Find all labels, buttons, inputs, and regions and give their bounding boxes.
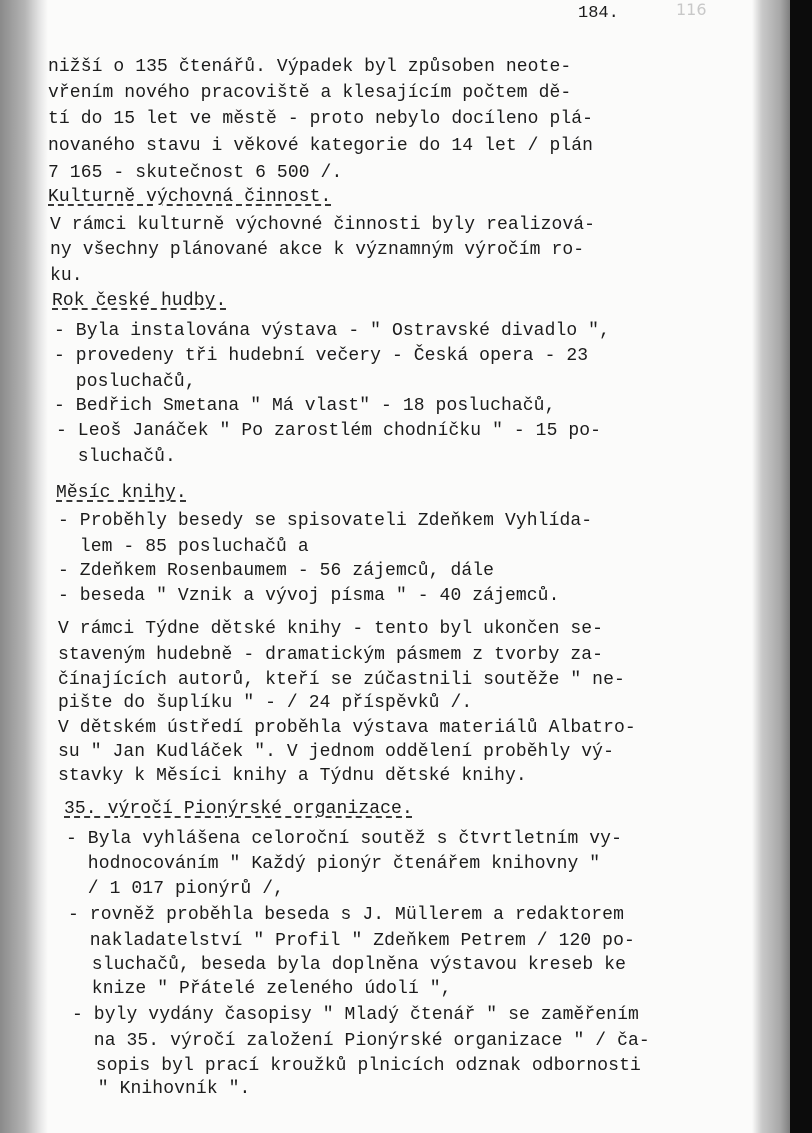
text-line: staveným hudebně - dramatickým pásmem z tvorby za- [58, 645, 604, 665]
text-line: hodnocováním " Každý pionýr čtenářem knihovny " [66, 854, 601, 874]
text-line: ku. [50, 266, 83, 286]
text-line: - provedeny tři hudební večery - Česká opera - 23 [54, 346, 589, 366]
text-line: posluchačů, [54, 372, 196, 392]
text-line: - Leoš Janáček " Po zarostlém chodníčku " - 15 po- [56, 421, 602, 441]
text-line: / 1 017 pionýrů /, [66, 879, 285, 899]
section-heading: 35. výročí Pionýrské organizace. [64, 799, 413, 819]
text-line: su " Jan Kudláček ". V jednom oddělení proběhly vý- [58, 742, 614, 762]
text-line: V rámci Týdne dětské knihy - tento byl ukončen se- [58, 619, 604, 639]
text-line: tí do 15 let ve městě - proto nebylo docíleno plá- [48, 109, 594, 129]
section-heading: Kulturně výchovná činnost. [48, 187, 332, 207]
text-line: - Bedřich Smetana " Má vlast" - 18 posluchačů, [54, 396, 556, 416]
text-line: pište do šuplíku " - / 24 příspěvků /. [58, 693, 473, 713]
text-line: - Byla vyhlášena celoroční soutěž s čtvrtletním vy- [66, 829, 622, 849]
scan-border [790, 0, 812, 1133]
text-line: novaného stavu i věkové kategorie do 14 let / plán [48, 136, 594, 156]
text-line: knize " Přátelé zeleného údolí ", [70, 979, 452, 999]
text-line: - Byla instalována výstava - " Ostravské divadlo ", [54, 321, 610, 341]
text-line: ny všechny plánované akce k významným výročím ro- [50, 240, 585, 260]
scan-left-edge [0, 0, 48, 1133]
scan-right-edge [752, 0, 792, 1133]
text-line: sluchačů, beseda byla doplněna výstavou kreseb ke [70, 955, 626, 975]
text-line: 7 165 - skutečnost 6 500 /. [48, 163, 343, 183]
text-line: lem - 85 posluchačů a [58, 537, 309, 557]
text-line: stavky k Měsíci knihy a Týdnu dětské knihy. [58, 766, 527, 786]
text-line: na 35. výročí založení Pionýrské organizace " / ča- [72, 1031, 650, 1051]
text-line: sluchačů. [56, 447, 176, 467]
archive-mark: 116 [676, 0, 707, 19]
text-line: - Zdeňkem Rosenbaumem - 56 zájemců, dále [58, 561, 495, 581]
section-heading: Rok české hudby. [52, 291, 227, 311]
text-line: V dětském ústředí proběhla výstava materiálů Albatro- [58, 718, 636, 738]
text-line: nakladatelství " Profil " Zdeňkem Petrem / 120 po- [68, 931, 635, 951]
text-line: vřením nového pracoviště a klesajícím počtem dě- [48, 83, 572, 103]
text-line: - byly vydány časopisy " Mladý čtenář " se zaměřením [72, 1005, 639, 1025]
text-line: V rámci kulturně výchovné činnosti byly realizová- [50, 215, 596, 235]
text-line: - beseda " Vznik a vývoj písma " - 40 zájemců. [58, 586, 560, 606]
text-line: sopis byl prací kroužků plnicích odznak odbornosti [74, 1056, 641, 1076]
text-line: - rovněž proběhla beseda s J. Müllerem a redaktorem [68, 905, 624, 925]
text-line: čínajících autorů, kteří se zúčastnili soutěže " ne- [58, 670, 625, 690]
text-line: - Proběhly besedy se spisovateli Zdeňkem Vyhlída- [58, 511, 593, 531]
text-line: " Knihovník ". [76, 1079, 251, 1099]
text-line: nižší o 135 čtenářů. Výpadek byl způsoben neote- [48, 57, 572, 77]
section-heading: Měsíc knihy. [56, 483, 187, 503]
page-number: 184. [578, 4, 619, 23]
